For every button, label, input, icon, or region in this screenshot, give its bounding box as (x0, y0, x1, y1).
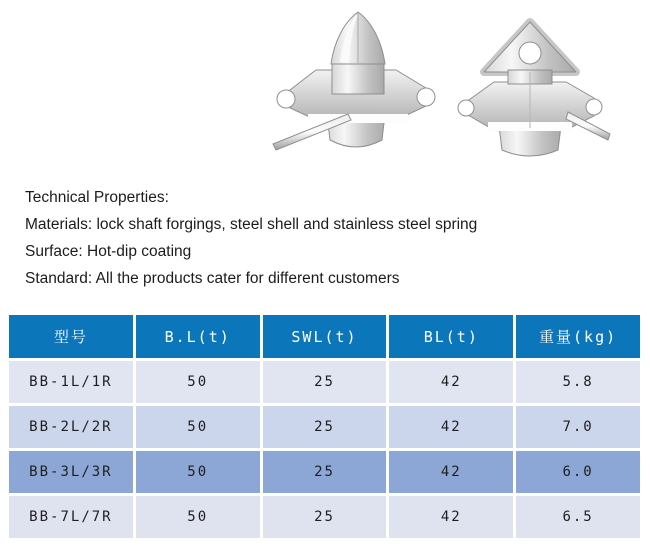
twistlocks-image (268, 8, 613, 168)
technical-properties (25, 184, 625, 292)
cell-swl: 25 (263, 361, 387, 403)
cell-bl2: 42 (389, 406, 513, 448)
technical-materials: Materials: lock shaft forgings, steel shell and stainless steel spring (25, 216, 478, 233)
table-row (9, 361, 640, 403)
cell-weight: 7.0 (516, 406, 640, 448)
cell-model: BB-3L/3R (9, 451, 133, 493)
cell-weight: 6.5 (516, 496, 640, 538)
cell-swl: 25 (263, 406, 387, 448)
cell-weight: 6.0 (516, 451, 640, 493)
header-bl: B.L(t) (136, 315, 260, 358)
cell-model: BB-7L/7R (9, 496, 133, 538)
cell-swl: 25 (263, 451, 387, 493)
cell-swl: 25 (263, 496, 387, 538)
technical-standard: Standard: All the products cater for different customers (25, 270, 400, 287)
cell-bl: 50 (136, 451, 260, 493)
technical-title: Technical Properties: (25, 189, 169, 206)
cell-bl2: 42 (389, 451, 513, 493)
cell-bl: 50 (136, 406, 260, 448)
table-row (9, 451, 640, 493)
cell-model: BB-1L/1R (9, 361, 133, 403)
table-row (9, 496, 640, 538)
table-header-row (9, 315, 640, 358)
header-weight: 重量(kg) (516, 315, 640, 358)
spec-table-wrap (6, 312, 643, 541)
table-row (9, 406, 640, 448)
twistlock-lifting-eye (458, 22, 610, 156)
spec-table (6, 312, 643, 541)
twistlock-cone-top (273, 12, 435, 150)
cell-bl2: 42 (389, 496, 513, 538)
cell-weight: 5.8 (516, 361, 640, 403)
cell-bl: 50 (136, 361, 260, 403)
cell-bl: 50 (136, 496, 260, 538)
cell-bl2: 42 (389, 361, 513, 403)
header-bl2: BL(t) (389, 315, 513, 358)
cell-model: BB-2L/2R (9, 406, 133, 448)
header-swl: SWL(t) (263, 315, 387, 358)
technical-surface: Surface: Hot-dip coating (25, 243, 192, 260)
header-model: 型号 (9, 315, 133, 358)
product-photo (268, 8, 613, 168)
